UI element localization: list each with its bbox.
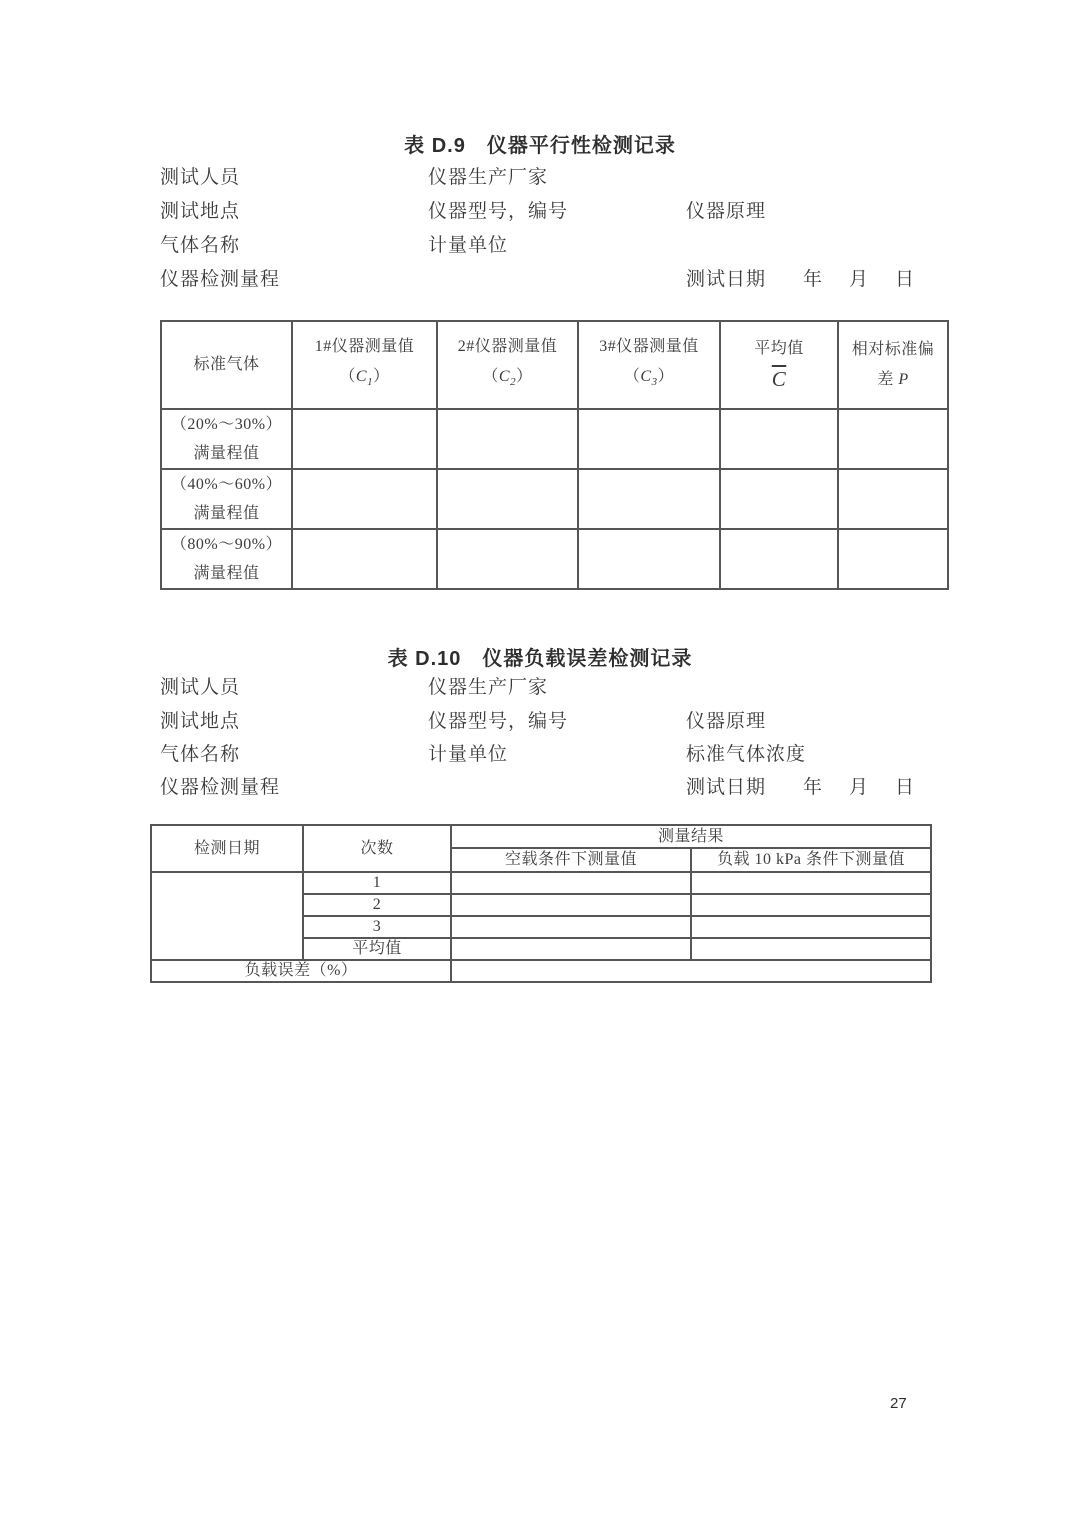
d9-header-standard-gas-label: 标准气体 xyxy=(193,356,260,373)
d9-header-standard-gas xyxy=(161,321,292,409)
d9-row-label-40-60-line2: 满量程值 xyxy=(193,505,260,522)
table-d10-footer-row xyxy=(151,960,931,982)
d9-row-label-20-30 xyxy=(161,409,292,469)
empty-cell xyxy=(578,529,720,589)
d10-header-load: 负载 10 kPa 条件下测量值 xyxy=(691,848,931,872)
empty-cell xyxy=(437,529,578,589)
empty-cell xyxy=(451,916,691,938)
table-d9-row-20-30 xyxy=(161,409,948,469)
empty-cell xyxy=(451,938,691,960)
d9-row-label-40-60-line1: （40%～60%） xyxy=(170,476,283,493)
d10-label-unit: 计量单位 xyxy=(428,744,509,765)
d10-header-times: 次数 xyxy=(303,825,451,872)
d9-row-label-20-30-line1: （20%～30%） xyxy=(170,416,283,433)
empty-cell xyxy=(838,409,948,469)
d9-label-date: 测试日期 xyxy=(686,269,767,290)
d10-times-3: 3 xyxy=(303,916,451,938)
table-d10-title: 表 D.10 仪器负载误差检测记录 xyxy=(387,648,693,670)
d9-label-day: 日 xyxy=(895,269,916,290)
paren-open: （ xyxy=(339,368,356,386)
d9-label-month: 月 xyxy=(849,269,870,290)
d9-label-principle: 仪器原理 xyxy=(686,201,767,222)
d9-header-meter2 xyxy=(437,321,578,409)
d9-header-std-line2 xyxy=(839,365,947,395)
d9-label-year: 年 xyxy=(803,269,824,290)
paren-close: ） xyxy=(373,368,390,386)
d9-label-range: 仪器检测量程 xyxy=(160,269,281,290)
paren-close: ） xyxy=(657,368,675,386)
empty-cell xyxy=(691,938,931,960)
empty-cell xyxy=(720,409,838,469)
d10-header-date: 检测日期 xyxy=(151,825,303,872)
table-d9-title: 表 D.9 仪器平行性检测记录 xyxy=(404,135,676,157)
symbol-c1-subscript: 1 xyxy=(367,376,374,389)
table-d9-header-row xyxy=(161,321,948,409)
d10-label-month: 月 xyxy=(849,777,870,798)
d10-label-principle: 仪器原理 xyxy=(686,711,767,732)
symbol-c3-subscript: 3 xyxy=(651,376,658,389)
d10-label-manufacturer: 仪器生产厂家 xyxy=(428,677,549,698)
d10-times-1: 1 xyxy=(303,872,451,894)
empty-cell xyxy=(691,872,931,894)
table-d10-row-1 xyxy=(151,872,931,894)
d9-header-meter3-title: 3#仪器测量值 xyxy=(599,338,699,356)
d9-header-meter1 xyxy=(292,321,437,409)
empty-cell xyxy=(437,409,578,469)
d10-header-noload: 空载条件下测量值 xyxy=(451,848,691,872)
d10-label-gas: 气体名称 xyxy=(160,744,241,765)
d9-header-std-line2-text: 差 xyxy=(877,371,899,388)
empty-cell xyxy=(292,529,437,589)
d9-row-label-80-90 xyxy=(161,529,292,589)
empty-cell xyxy=(838,469,948,529)
d9-header-average-symbol xyxy=(721,364,837,397)
symbol-c1: C xyxy=(355,368,368,386)
symbol-c2: C xyxy=(498,368,511,386)
empty-cell xyxy=(578,409,720,469)
d9-label-manufacturer: 仪器生产厂家 xyxy=(428,167,549,188)
empty-cell xyxy=(437,469,578,529)
d9-header-meter2-symbol xyxy=(438,362,577,397)
d10-times-average: 平均值 xyxy=(303,938,451,960)
empty-cell xyxy=(292,409,437,469)
paren-open: （ xyxy=(482,368,499,386)
empty-cell xyxy=(838,529,948,589)
table-d10-header-row1 xyxy=(151,825,931,848)
d9-header-std-line1: 相对标准偏 xyxy=(851,341,935,358)
d10-label-concentration: 标准气体浓度 xyxy=(686,744,807,765)
d10-header-result: 测量结果 xyxy=(451,825,931,848)
d10-label-tester: 测试人员 xyxy=(160,677,241,698)
table-d9 xyxy=(160,320,949,590)
d10-load-error-label: 负载误差（%） xyxy=(151,960,451,982)
d9-header-meter3-symbol xyxy=(579,362,719,397)
d9-header-average xyxy=(720,321,838,409)
empty-cell xyxy=(451,894,691,916)
empty-cell xyxy=(691,894,931,916)
symbol-c-bar: $\overline{C}$ xyxy=(771,366,787,391)
d9-label-location: 测试地点 xyxy=(160,201,241,222)
table-d10 xyxy=(150,824,932,983)
d9-row-label-80-90-line1: （80%～90%） xyxy=(170,536,283,553)
d10-label-year: 年 xyxy=(803,777,824,798)
d9-label-model: 仪器型号，编号 xyxy=(428,201,569,222)
d9-row-label-80-90-line2: 满量程值 xyxy=(193,565,260,582)
symbol-p: P xyxy=(898,371,909,388)
d9-header-std-deviation xyxy=(838,321,948,409)
d10-label-date: 测试日期 xyxy=(686,777,767,798)
empty-cell xyxy=(720,469,838,529)
d10-times-2: 2 xyxy=(303,894,451,916)
d9-row-label-40-60 xyxy=(161,469,292,529)
d9-header-meter1-symbol xyxy=(293,362,436,397)
d10-label-model: 仪器型号，编号 xyxy=(428,711,569,732)
paren-open: （ xyxy=(623,368,641,386)
empty-cell xyxy=(451,960,931,982)
empty-cell xyxy=(292,469,437,529)
empty-cell xyxy=(691,916,931,938)
d9-header-average-title: 平均值 xyxy=(754,339,804,357)
paren-close: ） xyxy=(516,368,533,386)
d9-label-tester: 测试人员 xyxy=(160,167,241,188)
table-d9-row-80-90 xyxy=(161,529,948,589)
page-number: 27 xyxy=(890,1395,907,1412)
symbol-c2-subscript: 2 xyxy=(510,376,517,389)
d9-header-meter3 xyxy=(578,321,720,409)
d9-label-unit: 计量单位 xyxy=(428,235,509,256)
d9-header-meter2-title: 2#仪器测量值 xyxy=(457,338,558,356)
d9-label-gas: 气体名称 xyxy=(160,235,241,256)
d10-label-location: 测试地点 xyxy=(160,711,241,732)
table-d9-row-40-60 xyxy=(161,469,948,529)
empty-cell xyxy=(578,469,720,529)
symbol-c3: C xyxy=(640,368,652,386)
d10-label-day: 日 xyxy=(895,777,916,798)
empty-cell xyxy=(451,872,691,894)
d9-header-meter1-title: 1#仪器测量值 xyxy=(314,338,415,356)
d10-date-cell xyxy=(151,872,303,960)
d10-label-range: 仪器检测量程 xyxy=(160,777,281,798)
empty-cell xyxy=(720,529,838,589)
d9-row-label-20-30-line2: 满量程值 xyxy=(193,445,260,462)
